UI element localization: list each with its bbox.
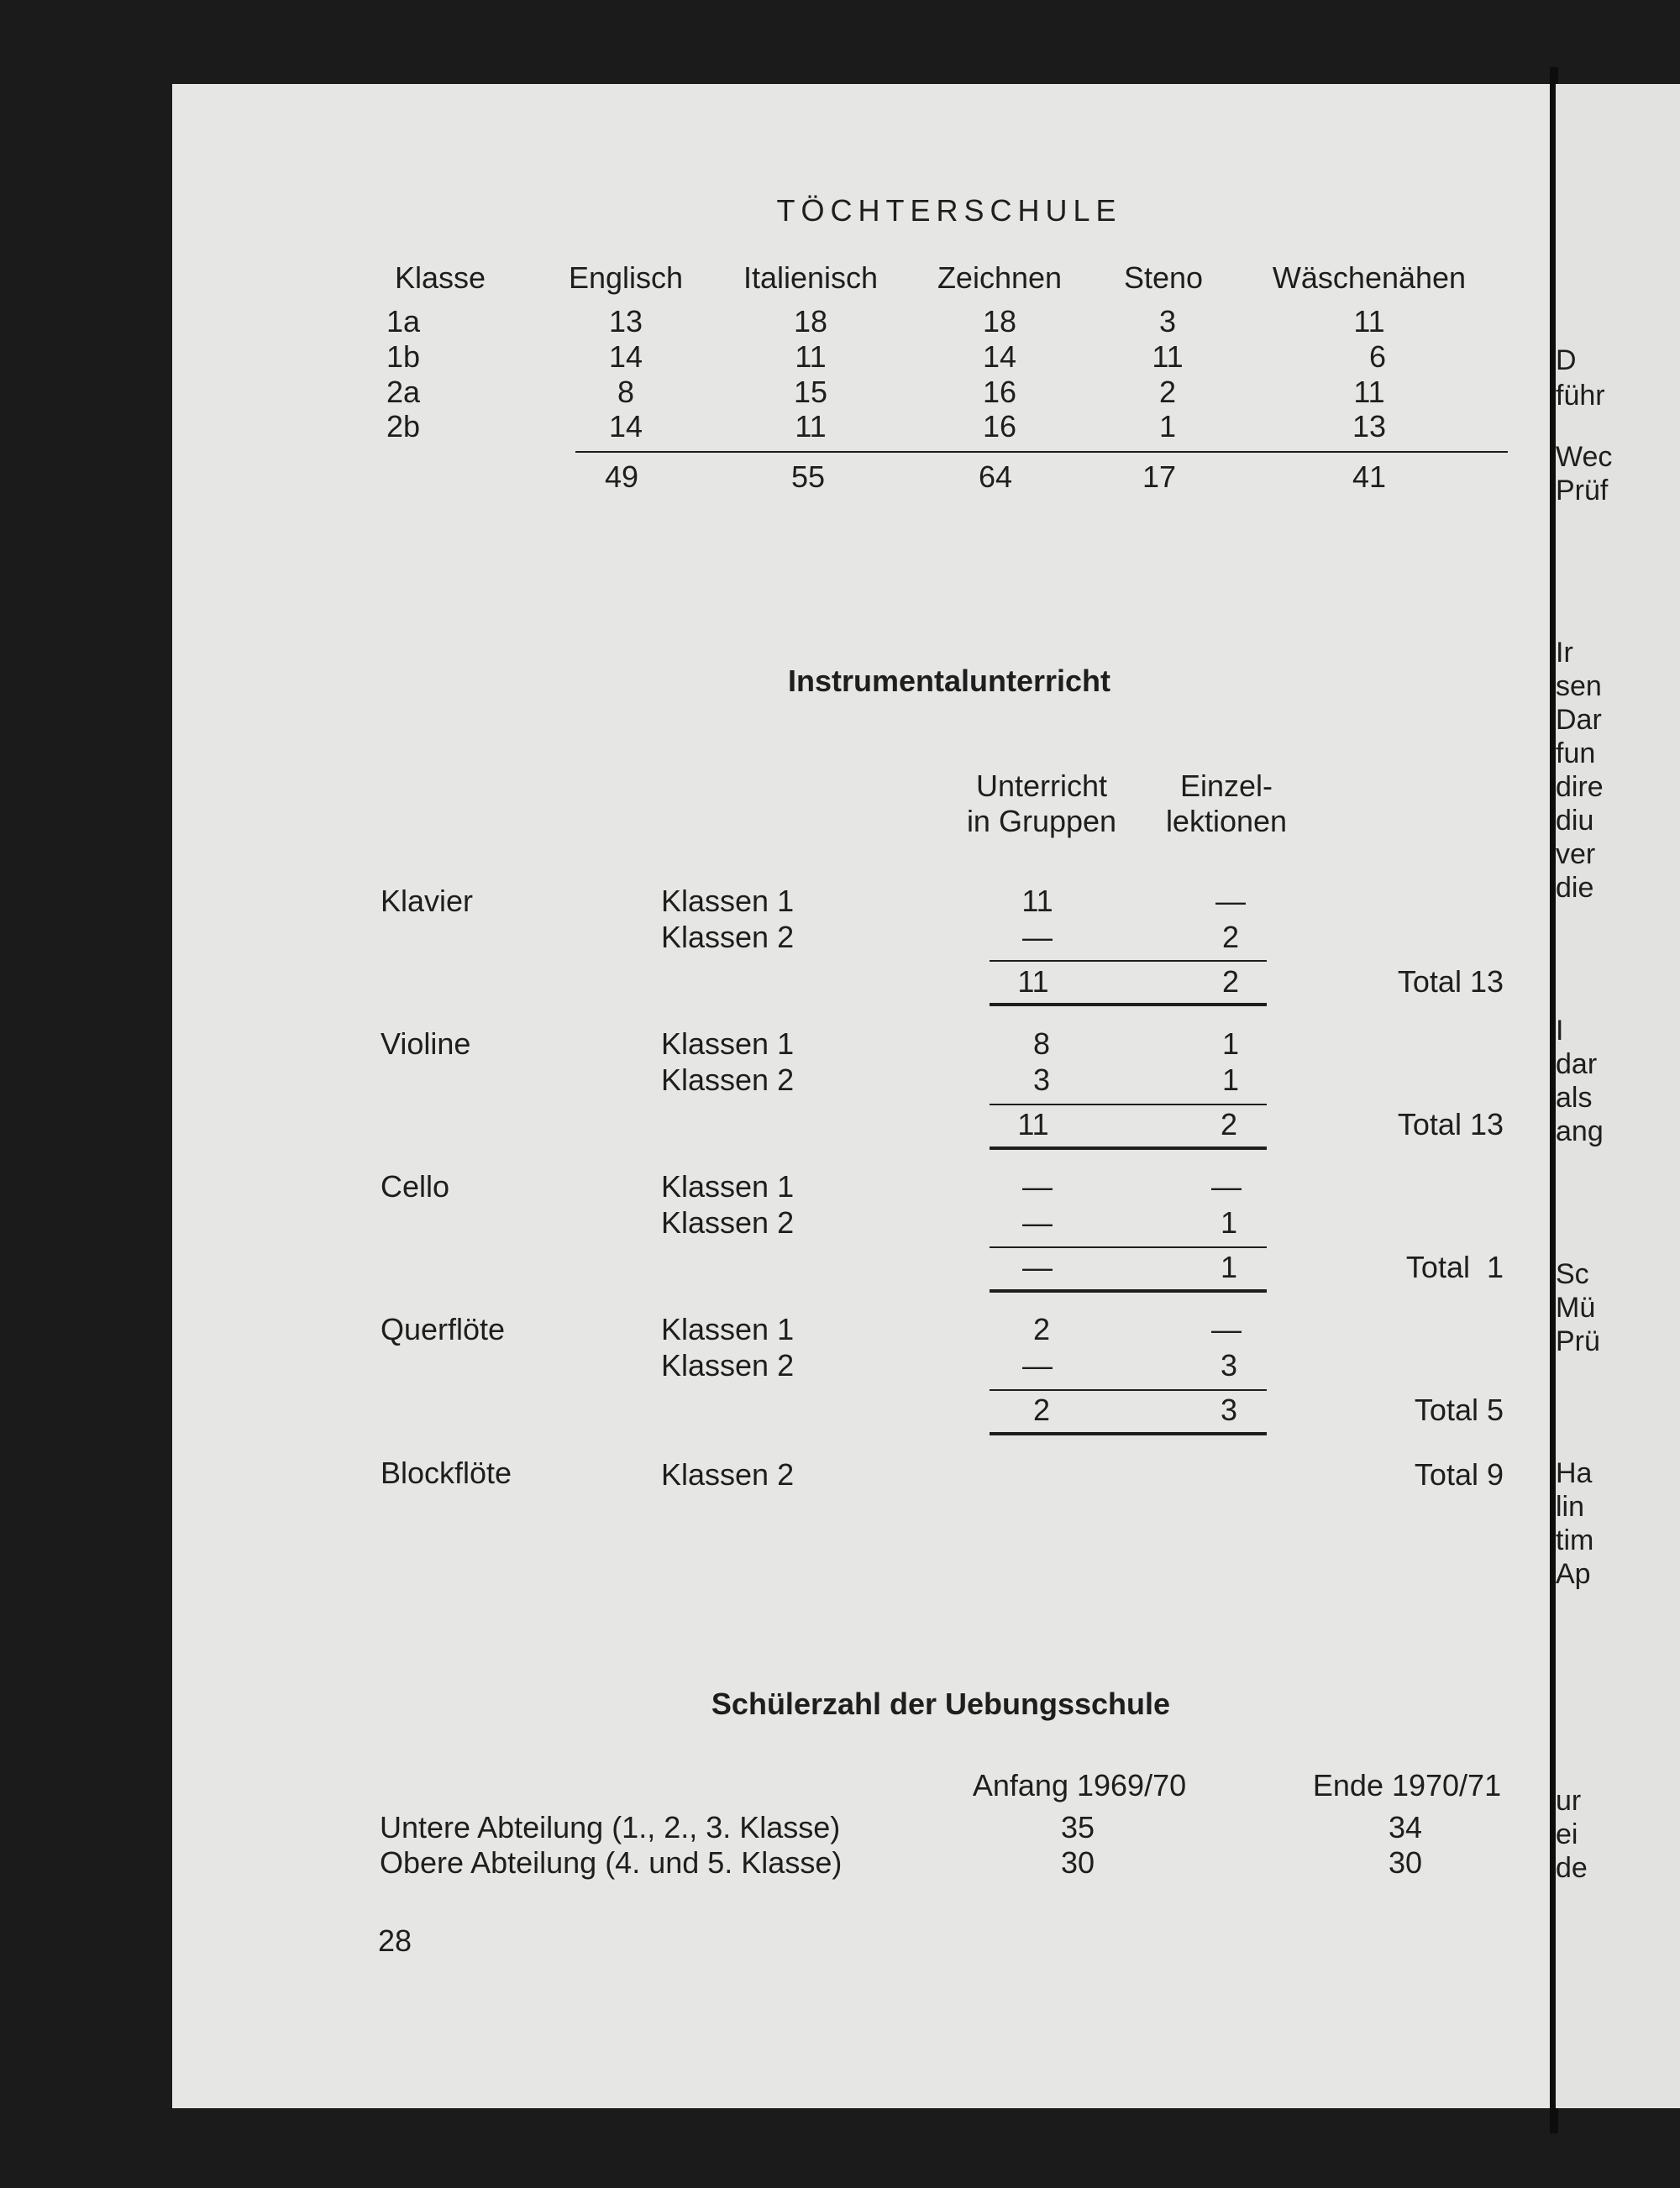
table-cell: 16: [982, 375, 1017, 409]
table-cell: 14: [982, 339, 1017, 374]
right-page-fragment: als: [1556, 1082, 1593, 1114]
total-cell: 41: [1352, 459, 1387, 494]
gruppen-value: —: [1022, 1205, 1053, 1240]
sum-gruppen: —: [1022, 1250, 1053, 1284]
einzel-value: —: [1211, 1169, 1242, 1204]
col-header-italienisch: Italienisch: [743, 260, 879, 295]
anfang-value: 30: [1060, 1845, 1095, 1880]
col-header-steno: Steno: [1123, 260, 1204, 295]
table-row-klasse: 2b: [386, 409, 421, 443]
double-rule: [990, 1432, 1267, 1435]
sum-gruppen: 11: [1017, 1107, 1049, 1141]
instrument-name: Violine: [381, 1026, 471, 1061]
gruppen-value: 8: [1032, 1026, 1051, 1061]
instrumental-title: Instrumentalunterricht: [787, 664, 1111, 698]
sum-rule: [990, 960, 1267, 962]
table-cell: 6: [1368, 339, 1387, 374]
toechterschule-title: TÖCHTERSCHULE: [776, 193, 1122, 228]
table-cell: 8: [617, 375, 635, 409]
ende-value: 30: [1388, 1845, 1423, 1880]
uebungsschule-title: Schülerzahl der Uebungsschule: [711, 1687, 1171, 1721]
table-row-klasse: 2a: [386, 375, 421, 409]
right-page-fragment: Wec: [1556, 441, 1613, 473]
right-page-fragment: diu: [1556, 805, 1594, 837]
table-cell: 14: [608, 409, 643, 443]
einzel-value: 1: [1221, 1026, 1240, 1061]
gruppen-value: —: [1022, 920, 1053, 954]
right-page-fragment: I: [1556, 1015, 1564, 1047]
total-cell: 49: [604, 459, 639, 494]
col-header-ende: Ende 1970/71: [1312, 1768, 1502, 1802]
gruppen-value: 3: [1032, 1063, 1051, 1097]
instrument-total: Total 13: [1397, 1107, 1504, 1141]
einzel-value: 3: [1220, 1348, 1238, 1383]
sum-rule: [990, 1389, 1267, 1391]
table-cell: 14: [608, 339, 643, 374]
instrument-name: Blockflöte: [381, 1456, 512, 1490]
table-cell: 11: [1353, 304, 1385, 338]
right-page-fragment: sen: [1556, 670, 1602, 702]
einzel-value: 2: [1221, 920, 1240, 954]
right-page-fragment: Sc: [1556, 1258, 1589, 1290]
klasse-label: Klassen 2: [661, 920, 795, 954]
double-rule: [990, 1289, 1267, 1293]
table-cell: 3: [1158, 304, 1177, 338]
einzel-value: 1: [1220, 1205, 1238, 1240]
col-header-einzel-line2: lektionen: [1165, 804, 1288, 838]
table-cell: 11: [795, 339, 827, 374]
right-page-fragment: ver: [1556, 838, 1596, 870]
right-page-fragment: fun: [1556, 737, 1596, 769]
abteilung-label: Obere Abteilung (4. und 5. Klasse): [380, 1845, 843, 1880]
col-header-anfang: Anfang 1969/70: [972, 1768, 1187, 1802]
page-number: 28: [378, 1923, 412, 1958]
klasse-label: Klassen 2: [661, 1063, 795, 1097]
klasse-label: Klassen 2: [661, 1205, 795, 1240]
sum-einzel: 3: [1220, 1393, 1238, 1427]
instrument-name: Querflöte: [381, 1312, 506, 1346]
adjacent-page: [1556, 84, 1680, 2108]
col-header-gruppen-line1: Unterricht: [975, 769, 1108, 803]
abteilung-label: Untere Abteilung (1., 2., 3. Klasse): [380, 1810, 841, 1844]
col-header-zeichnen: Zeichnen: [937, 260, 1063, 295]
col-header-einzel-line1: Einzel-: [1179, 769, 1273, 803]
right-page-fragment: Prüf: [1556, 475, 1609, 506]
table-cell: 15: [793, 375, 828, 409]
total-cell: 17: [1142, 459, 1177, 494]
table-row-klasse: 1a: [386, 304, 421, 338]
sum-einzel: 2: [1221, 964, 1240, 999]
table-cell: 16: [982, 409, 1017, 443]
klasse-label: Klassen 1: [661, 884, 795, 918]
klasse-label: Klassen 2: [661, 1348, 795, 1383]
einzel-value: 1: [1221, 1063, 1240, 1097]
klasse-label: Klassen 2: [661, 1457, 795, 1492]
instrument-name: Klavier: [381, 884, 474, 918]
right-page-fragment: führ: [1556, 380, 1605, 412]
table-cell: 11: [795, 409, 827, 443]
col-header-waeschenaehen: Wäschenähen: [1272, 260, 1467, 295]
sum-einzel: 1: [1220, 1250, 1238, 1284]
sum-gruppen: 11: [1017, 964, 1049, 999]
double-rule: [990, 1146, 1267, 1150]
ende-value: 34: [1388, 1810, 1423, 1844]
table-cell: 13: [1352, 409, 1387, 443]
gruppen-value: —: [1022, 1348, 1053, 1383]
instrument-name: Cello: [381, 1169, 450, 1204]
right-page-fragment: Prü: [1556, 1325, 1600, 1357]
gruppen-value: 2: [1032, 1312, 1051, 1346]
right-page-fragment: Mü: [1556, 1292, 1596, 1324]
table-cell: 1: [1158, 409, 1177, 443]
right-page-fragment: ang: [1556, 1115, 1604, 1147]
sum-gruppen: 2: [1032, 1393, 1051, 1427]
einzel-value: —: [1211, 1312, 1242, 1346]
right-page-fragment: ei: [1556, 1818, 1578, 1850]
sum-rule: [990, 1104, 1267, 1105]
instrument-total: Total 5: [1414, 1393, 1504, 1427]
right-page-fragment: lin: [1556, 1491, 1585, 1523]
instrument-total: Total 1: [1405, 1250, 1504, 1284]
right-page-fragment: die: [1556, 872, 1594, 904]
sum-einzel: 2: [1220, 1107, 1238, 1141]
table-cell: 11: [1152, 339, 1184, 374]
right-page-fragment: D: [1556, 344, 1577, 376]
right-page-fragment: de: [1556, 1852, 1588, 1884]
right-page-fragment: Dar: [1556, 704, 1602, 736]
right-page-fragment: dire: [1556, 771, 1604, 803]
table-cell: 18: [982, 304, 1017, 338]
double-rule: [990, 1003, 1267, 1006]
instrument-total: Total 13: [1397, 964, 1504, 999]
right-page-fragment: dar: [1556, 1048, 1598, 1080]
table-cell: 18: [793, 304, 828, 338]
right-page-fragment: tim: [1556, 1524, 1594, 1556]
col-header-gruppen-line2: in Gruppen: [966, 804, 1117, 838]
right-page-fragment: Ap: [1556, 1558, 1591, 1590]
table-cell: 13: [608, 304, 643, 338]
totals-rule: [575, 451, 1508, 453]
gruppen-value: 11: [1021, 884, 1053, 918]
table-cell: 2: [1158, 375, 1177, 409]
right-page-fragment: Ha: [1556, 1457, 1593, 1489]
klasse-label: Klassen 1: [661, 1312, 795, 1346]
table-row-klasse: 1b: [386, 339, 421, 374]
gruppen-value: —: [1022, 1169, 1053, 1204]
right-page-fragment: ur: [1556, 1785, 1582, 1817]
total-cell: 64: [978, 459, 1013, 494]
col-header-englisch: Englisch: [568, 260, 684, 295]
einzel-value: —: [1215, 884, 1246, 918]
col-header-klasse: Klasse: [395, 260, 486, 295]
anfang-value: 35: [1060, 1810, 1095, 1844]
instrument-total: Total 9: [1414, 1457, 1504, 1492]
sum-rule: [990, 1246, 1267, 1248]
right-page-fragment: Ir: [1556, 637, 1573, 669]
table-cell: 11: [1353, 375, 1385, 409]
total-cell: 55: [790, 459, 826, 494]
klasse-label: Klassen 1: [661, 1169, 795, 1204]
klasse-label: Klassen 1: [661, 1026, 795, 1061]
